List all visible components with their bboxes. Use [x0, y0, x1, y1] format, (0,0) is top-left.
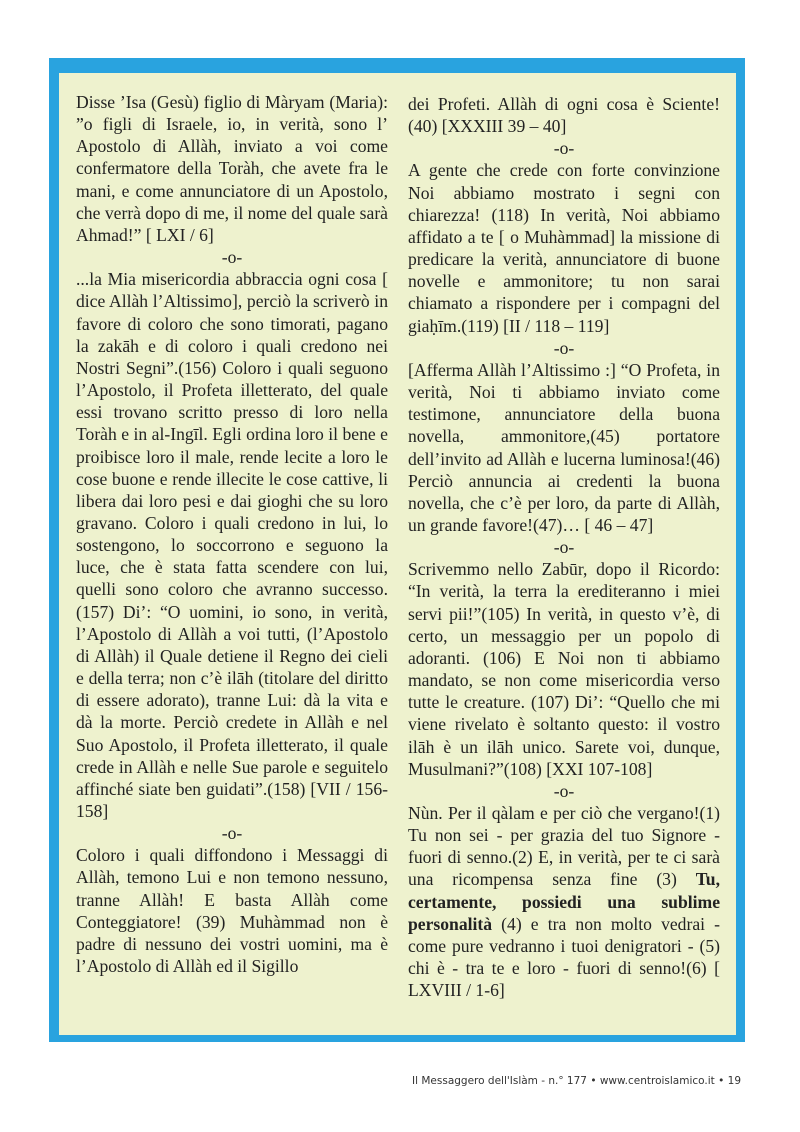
paragraph-zabur: Scrivemmo nello Zabūr, dopo il Ricordo: “In verità, la terra la erediteranno i miei servi pii!”(105) In verità, in questo v’è, di certo, un messaggio per un popolo di adoranti. (106) E Noi non ti abbiamo mandato, se non come misericordia verso tutte le creature. (107) Di’: “Quello che mi viene rivelato è soltanto questo: il vostro ilāh è un ilāh unico. Sarete voi, dunque, Musulmani?”(108) [XXI 107-108]	[408, 559, 720, 779]
section-separator: -o-	[553, 138, 575, 159]
paragraph-nun	[408, 802, 720, 1001]
paragraph-misericordia: ...la Mia misericordia abbraccia ogni cosa [ dice Allàh l’Altissimo], perciò la scriverò in favore di coloro che sono timorati, pagano la zakāh e di coloro i quali credono nei Nostri Segni”.(156) Coloro i quali seguono l’Apostolo, il Profeta illetterato, del quale essi trovano scritto presso di loro nella Toràh e in al-Ingīl. Egli ordina loro il bene e proibisce loro il male, rende lecite a loro le cose buone e rende illecite le cose cattive, li libera dai loro pesi e dai gioghi che su loro gravano. Coloro i quali credono in lui, lo sostengono, lo soccorrono e seguono la luce, che è stata fatta scendere con lui, quelli sono coloro che avranno successo.(157) Di’: “O uomini, io sono, in verità, l’Apostolo di Allàh a voi tutti, (l’Apostolo di Allàh) il Quale detiene il Regno dei cieli e della terra; non c’è ilāh (titolare del diritto di essere adorato), tranne Lui: dà la vita e dà la morte. Perciò credete in Allàh e nel Suo Apostolo, il Profeta illetterato, il quale crede in Allàh e nelle Sue parole e seguitelo affinché siate ben guidati”.(158) [VII / 156-158]	[76, 269, 388, 821]
section-separator: -o-	[553, 780, 575, 801]
nun-bold-phrase: Tu, certamente, possiedi una sublime personalità	[408, 869, 720, 934]
left-column	[76, 91, 388, 977]
paragraph-isa-gesu: Disse ’Isa (Gesù) figlio di Màryam (Maria): ”o figli di Israele, io, in verità, sono l’ Apostolo di Allàh, inviato a voi come confermatore della Toràh, che avete fra le mani, e come annunciatore di un Apostolo, che verrà dopo di me, il nome del quale sarà Ahmad!” [ LXI / 6]	[76, 92, 388, 245]
right-column	[408, 93, 720, 1001]
section-separator: -o-	[553, 337, 575, 358]
paragraph-o-profeta: [Afferma Allàh l’Altissimo :] “O Profeta, in verità, Noi ti abbiamo inviato come testimone, annunciatore della buona novella, ammonitore,(45) portatore dell’invito ad Allàh e lucerna luminosa!(46) Perciò annuncia ai credenti la buona novella, che c’è per loro, da parte di Allàh, un grande favore!(47)… [ 46 – 47]	[408, 359, 720, 535]
page-footer: Il Messaggero dell'Islàm - n.° 177 • www.centroislamico.it • 19	[412, 1075, 741, 1087]
text-panel	[59, 73, 736, 1035]
nun-text-before: Nùn. Per il qàlam e per ciò che vergano!(1) Tu non sei - per grazia del tuo Signore - fuori di senno.(2) E, in verità, per te ci sarà una ricompensa senza fine (3)	[408, 803, 720, 890]
nun-text-after: (4) e tra non molto vedrai - come pure vedranno i tuoi denigratori - (5) chi è - tra te e loro - fuori di senno!(6) [ LXVIII / 1-6]	[408, 913, 720, 1001]
section-separator: -o-	[221, 823, 243, 844]
section-separator: -o-	[553, 537, 575, 558]
paragraph-profeti-continuation: dei Profeti. Allàh di ogni cosa è Sciente!(40) [XXXIII 39 – 40]	[408, 94, 720, 137]
paragraph-messaggi-di-allah: Coloro i quali diffondono i Messaggi di Allàh, temono Lui e non temono nessuno, tranne Allàh! E basta Allàh come Conteggiatore! (39) Muhàmmad non è padre di nessuno dei vostri uomini, ma è l’Apostolo di Allàh ed il Sigillo	[76, 845, 388, 977]
section-separator: -o-	[221, 247, 243, 268]
paragraph-gente-che-crede: A gente che crede con forte convinzione Noi abbiamo mostrato i segni con chiarezza! (118) In verità, Noi abbiamo affidato a te [ o Muhàmmad] la missione di predicare la verità, annunciatore di buone novelle e ammonitore; tu non sarai chiamato a rispondere per i compagni del giaḥīm.(119) [II / 118 – 119]	[408, 160, 720, 336]
